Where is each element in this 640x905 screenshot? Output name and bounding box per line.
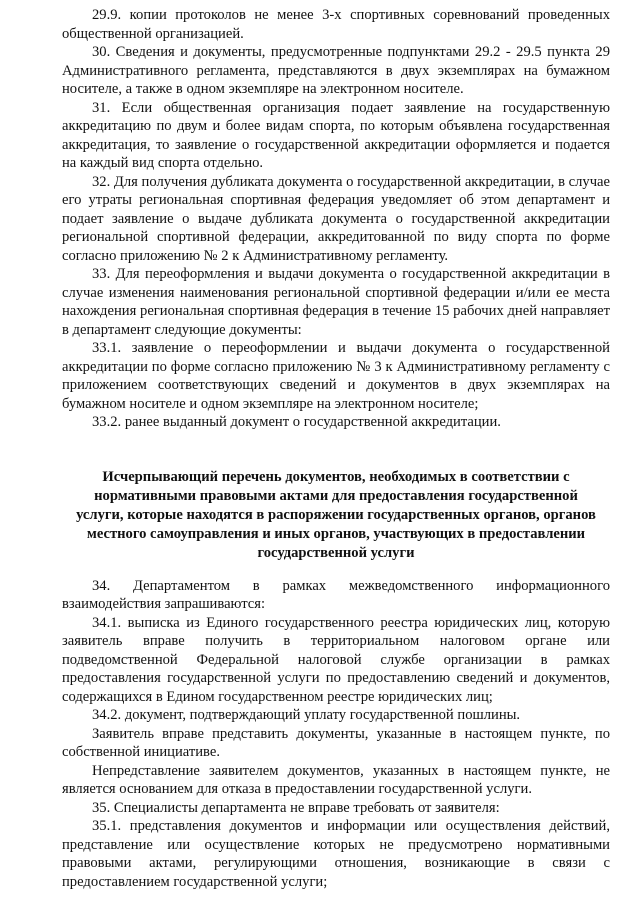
paragraph-32: 32. Для получения дубликата документа о государственной аккредитации, в случае его утраты региональная спортивная федерация уведомляет об этом департамент и подает заявление о выдаче дубликата документа о государственной аккредитации региональной спортивной федерации, аккредитованной по виду спорта по форме согласно приложению № 2 к Административному регламенту. [62,173,610,264]
paragraph-35: 35. Специалисты департамента не вправе требовать от заявителя: [92,799,500,816]
paragraph-34: 34. Департаментом в рамках межведомственного информационного взаимодействия запрашиваются: [62,577,610,612]
paragraph-30: 30. Сведения и документы, предусмотренные подпунктами 29.2 - 29.5 пункта 29 Административного регламента, представляются в двух экземплярах на бумажном носителе, а также в одном экземпляре на электронном носителе. [62,44,610,97]
paragraph-non-submission: Непредставление заявителем документов, указанных в настоящем пункте, не является основанием для отказа в предоставлении государственной услуги. [62,762,610,797]
paragraph-34-1: 34.1. выписка из Единого государственного реестра юридических лиц, которую заявитель вправе получить в территориальном налоговом органе или подведомственной Федеральной налоговой службе организации в рамках предоставления государственной услуги по предоставлению сведений и документов, содержащихся в Едином государственном реестре юридических лиц; [62,614,610,705]
paragraph-35-1: 35.1. представления документов и информации или осуществления действий, представление или осуществление которых не предусмотрено нормативными правовыми актами, регулирующими отношения, возникающие в связи с предоставлением государственной услуги; [62,818,610,890]
paragraph-applicant-right: Заявитель вправе представить документы, указанные в настоящем пункте, по собственной инициативе. [62,725,610,760]
paragraph-33: 33. Для переоформления и выдачи документа о государственной аккредитации в случае изменения наименования региональной спортивной федерации и/или ее места нахождения региональная спортивная федерация в течение 15 рабочих дней направляет в департамент следующие документы: [62,266,610,338]
paragraph-33-1: 33.1. заявление о переоформлении и выдачи документа о государственной аккредитации по форме согласно приложению № 3 к Административному регламенту с приложением соответствующих сведений и документов в двух экземплярах на бумажном носителе и одном экземпляре на электронном носителе; [62,340,610,412]
paragraph-31: 31. Если общественная организация подает заявление на государственную аккредитацию по двум и более видам спорта, по которым объявлена государственная аккредитация, то заявление о государственной аккредитации оформляется и подается на каждый вид спорта отдельно. [62,99,610,171]
paragraph-33-2: 33.2. ранее выданный документ о государственной аккредитации. [92,414,501,430]
paragraph-29-9: 29.9. копии протоколов не менее 3-х спортивных соревнований проведенных общественной организацией. [62,7,610,42]
section-heading: Исчерпывающий перечень документов, необходимых в соответствии с нормативными правовыми актами для предоставления государственной услуги, которые находятся в распоряжении государственных органов, органов местного самоуправления и иных органов, участвующих в предоставлении государственной услуги [76,468,596,561]
paragraph-34-2: 34.2. документ, подтверждающий уплату государственной пошлины. [92,707,521,723]
